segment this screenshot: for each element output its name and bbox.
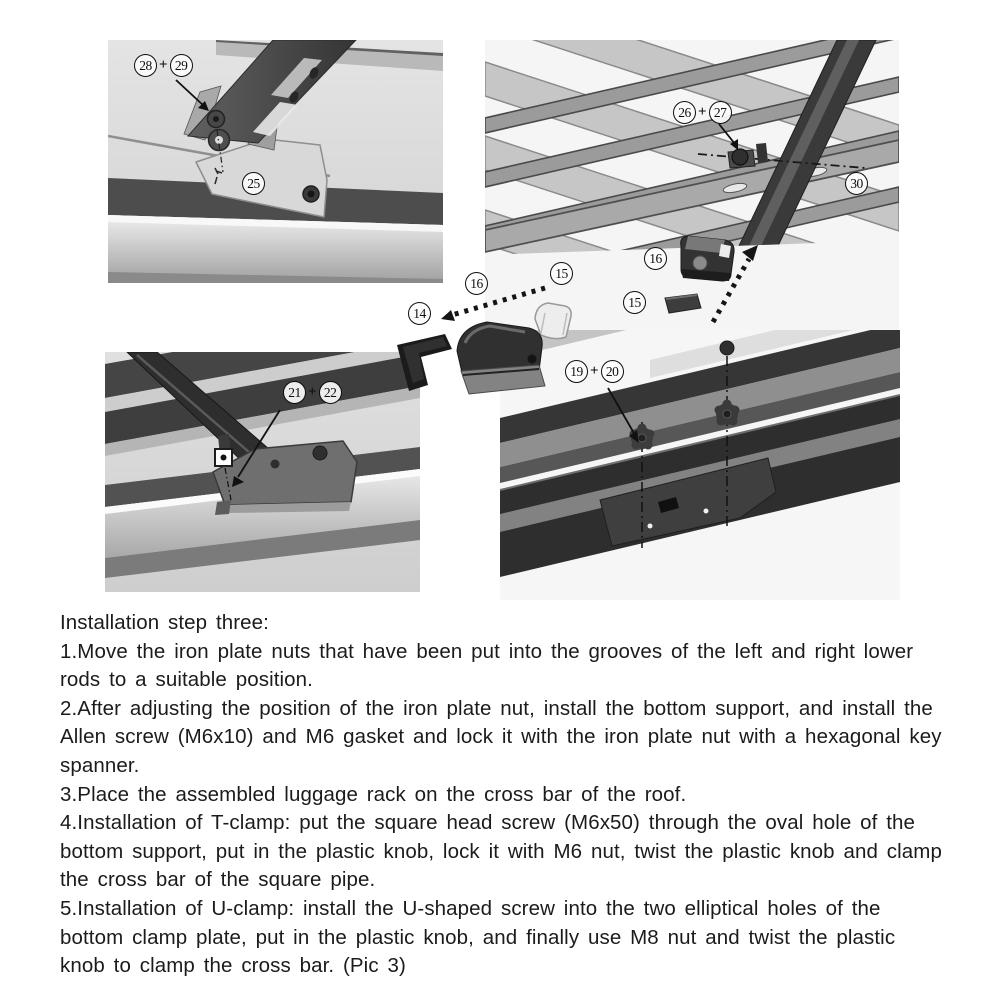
callout-30: 30 xyxy=(845,172,868,195)
callout-16: 16 xyxy=(644,247,667,270)
photo-panel-plate-rail xyxy=(105,352,420,592)
callout-27: 27 xyxy=(709,101,732,124)
instruction-line: 1.Move the iron plate nuts that have been put into the grooves of the left and right lower xyxy=(60,639,914,663)
callout-20: 20 xyxy=(601,360,624,383)
callout-19: 19 xyxy=(565,360,588,383)
instruction-line: 2.After adjusting the position of the iron plate nut, install the bottom support, and install the xyxy=(60,696,933,720)
instruction-lines xyxy=(60,638,1000,981)
callout-14: 14 xyxy=(408,302,431,325)
instruction-line: 4.Installation of T-clamp: put the square head screw (M6x50) through the oval hole of the xyxy=(60,811,916,835)
callout-22: 22 xyxy=(319,381,342,404)
instruction-line: the cross bar of the square pipe. xyxy=(60,868,376,892)
plus-sign: + xyxy=(698,104,707,120)
parts-panel-exploded xyxy=(395,255,610,403)
clamp-part-16 xyxy=(681,236,734,281)
plate-bolt xyxy=(303,186,319,202)
angle-bracket-part-14 xyxy=(397,334,452,391)
callout-pair-28-29 xyxy=(134,54,193,77)
callout-15: 15 xyxy=(623,291,646,314)
callout-28: 28 xyxy=(134,54,157,77)
photo-panel-bracket-screw xyxy=(108,40,443,283)
dark-clamp-part-16 xyxy=(457,322,545,394)
instruction-line: spanner. xyxy=(60,753,140,777)
instruction-line: 5.Installation of U-clamp: install the U-shaped screw into the two elliptical holes of the xyxy=(60,896,881,920)
instruction-text-block xyxy=(60,609,1000,981)
callout-pair-26-27 xyxy=(673,101,732,124)
clear-clamp-part-15 xyxy=(535,303,571,339)
callout-21: 21 xyxy=(283,381,306,404)
instruction-line: knob to clamp the cross bar. (Pic 3) xyxy=(60,954,406,978)
callout-29: 29 xyxy=(170,54,193,77)
plus-sign: + xyxy=(308,384,317,400)
instruction-line: bottom support, put in the plastic knob, lock it with M6 nut, twist the plastic knob and clamp xyxy=(60,839,942,863)
callout-pair-21-22 xyxy=(283,381,342,404)
instruction-line: rods to a suitable position. xyxy=(60,668,313,692)
callout-26: 26 xyxy=(673,101,696,124)
instruction-line: 3.Place the assembled luggage rack on the cross bar of the roof. xyxy=(60,782,687,806)
plastic-knob-small xyxy=(720,341,734,355)
callout-16: 16 xyxy=(465,272,488,295)
photo-plate-rail-illustration xyxy=(105,352,420,592)
callout-25: 25 xyxy=(242,172,265,195)
exploded-parts-illustration xyxy=(395,255,610,403)
instructions-heading: Installation step three: xyxy=(60,611,269,634)
plus-sign: + xyxy=(590,363,599,379)
callout-15: 15 xyxy=(550,262,573,285)
dotted-arrow-left xyxy=(441,288,545,321)
plus-sign: + xyxy=(159,57,168,73)
instruction-line: Allen screw (M6x10) and M6 gasket and lock it with the iron plate nut with a hexagonal key xyxy=(60,725,942,749)
instruction-line: bottom clamp plate, put in the plastic knob, and finally use M8 nut and twist the plastic xyxy=(60,925,896,949)
